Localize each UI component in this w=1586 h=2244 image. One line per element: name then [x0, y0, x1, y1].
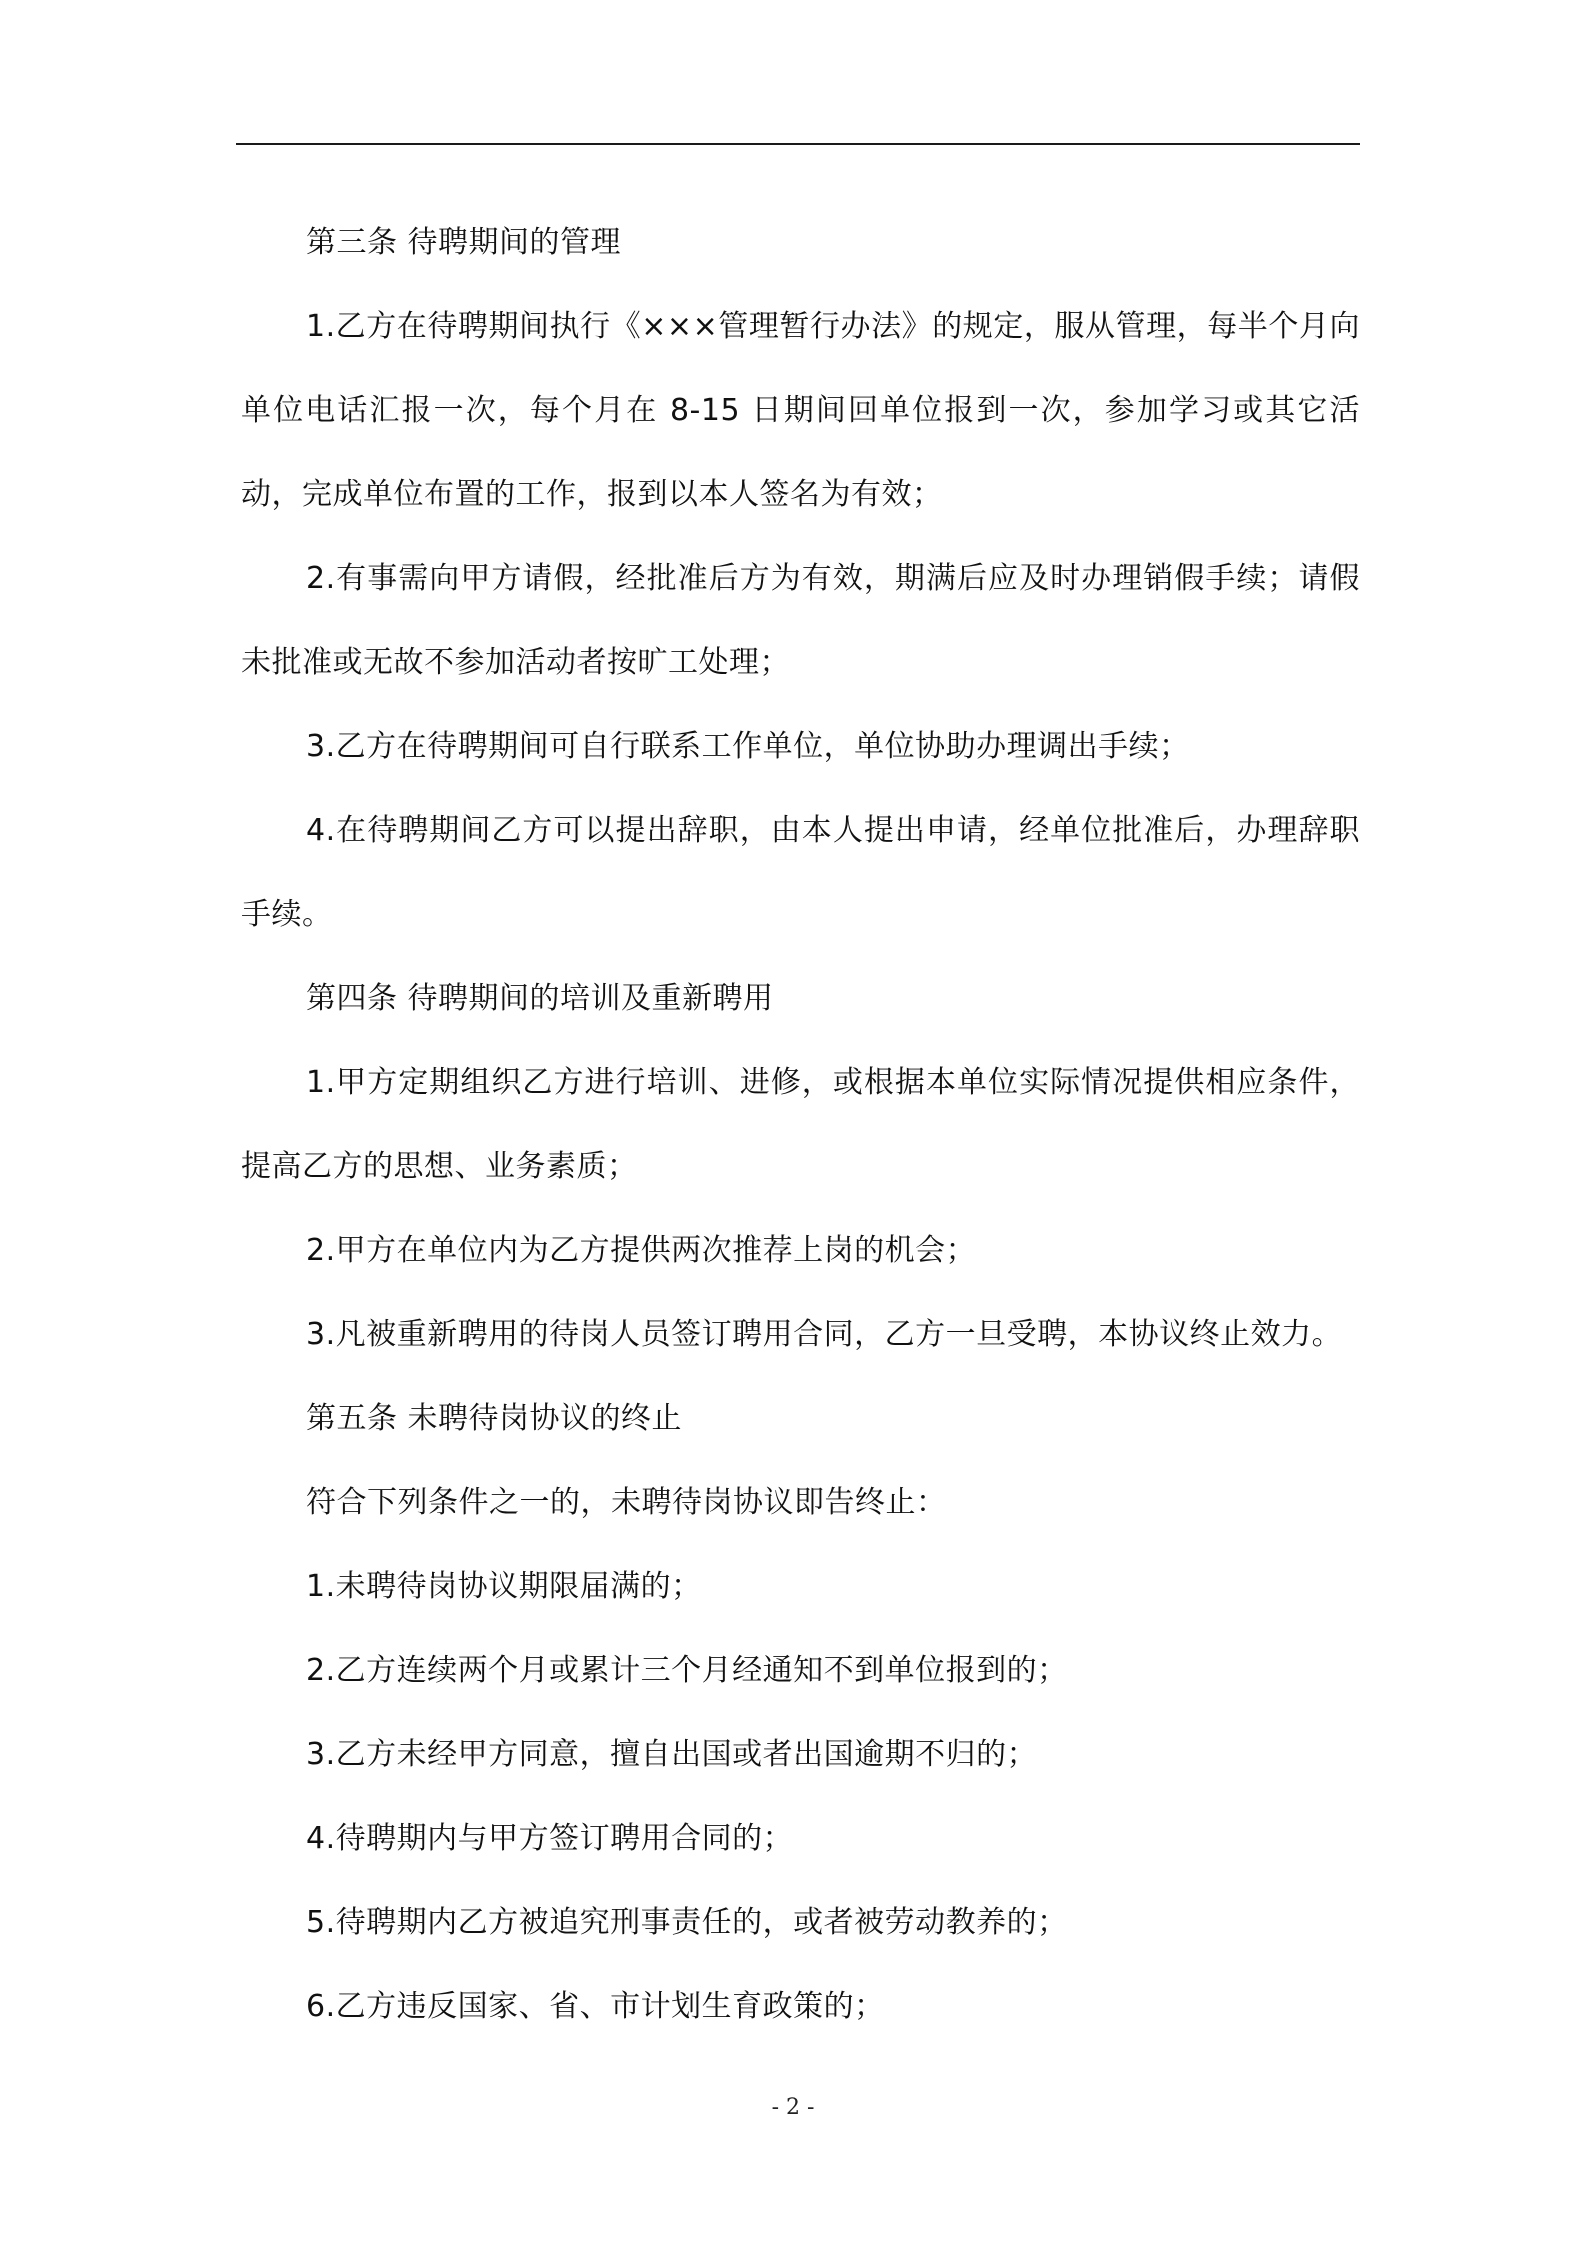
paragraph: 符合下列条件之一的，未聘待岗协议即告终止：: [306, 1485, 947, 1520]
list-item: 6.乙方违反国家、省、市计划生育政策的；: [306, 1989, 885, 2024]
paragraph: 4.在待聘期间乙方可以提出辞职，由本人提出申请，经单位批准后，办理辞职手续。: [241, 813, 1360, 932]
paragraph: 1.乙方在待聘期间执行《×××管理暂行办法》的规定，服从管理，每半个月向单位电话汇报一次，每个月在 8-15 日期间回单位报到一次，参加学习或其它活动，完成单位布置的工作，报到以本人签名为有效；: [241, 309, 1360, 512]
list-item: 5.待聘期内乙方被追究刑事责任的，或者被劳动教养的；: [306, 1905, 1068, 1940]
page-number: - 2 -: [771, 2095, 815, 2120]
list-item: 2.乙方连续两个月或累计三个月经通知不到单位报到的；: [306, 1653, 1068, 1688]
section-heading-article-4: 第四条 待聘期间的培训及重新聘用: [306, 981, 774, 1016]
list-item: 4.待聘期内与甲方签订聘用合同的；: [306, 1821, 794, 1856]
paragraph: 1.甲方定期组织乙方进行培训、进修，或根据本单位实际情况提供相应条件，提高乙方的思想、业务素质；: [241, 1065, 1360, 1184]
paragraph: 3.凡被重新聘用的待岗人员签订聘用合同，乙方一旦受聘，本协议终止效力。: [306, 1317, 1343, 1352]
section-heading-article-5: 第五条 未聘待岗协议的终止: [306, 1401, 683, 1436]
list-item: 3.乙方未经甲方同意，擅自出国或者出国逾期不归的；: [306, 1737, 1038, 1772]
section-heading-article-3: 第三条 待聘期间的管理: [306, 225, 622, 260]
paragraph: 3.乙方在待聘期间可自行联系工作单位，单位协助办理调出手续；: [306, 729, 1190, 764]
list-item: 1.未聘待岗协议期限届满的；: [306, 1569, 702, 1604]
document-body: [241, 201, 1360, 2049]
paragraph: 2.甲方在单位内为乙方提供两次推荐上岗的机会；: [306, 1233, 977, 1268]
paragraph: 2.有事需向甲方请假，经批准后方为有效，期满后应及时办理销假手续；请假未批准或无故不参加活动者按旷工处理；: [241, 561, 1360, 680]
header-rule: [236, 143, 1360, 145]
